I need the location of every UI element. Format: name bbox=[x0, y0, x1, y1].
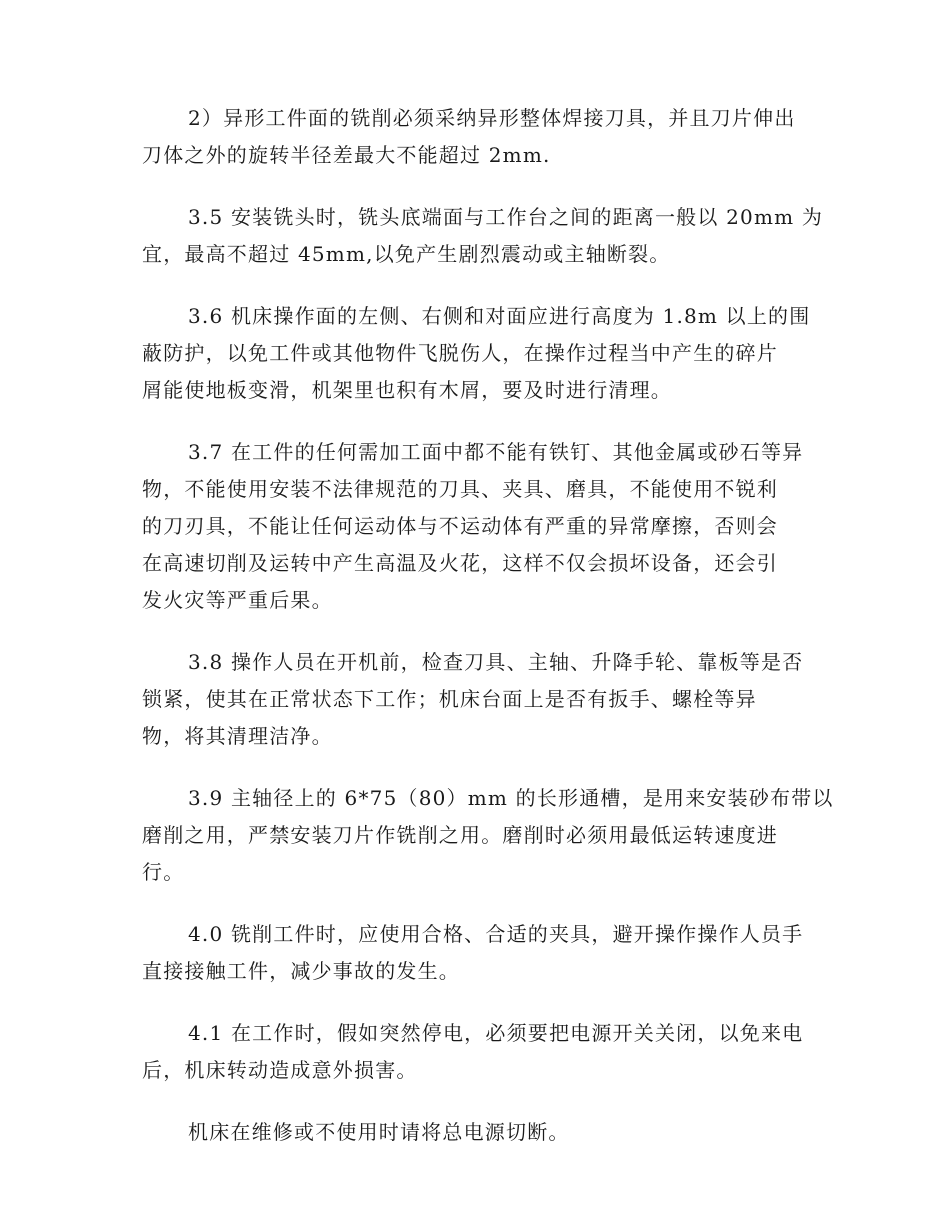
paragraph bbox=[142, 434, 810, 619]
paragraph-line: 刀体之外的旋转半径差最大不能超过 2mm. bbox=[142, 143, 551, 167]
paragraph-line: 物，不能使用安装不法律规范的刀具、夹具、磨具，不能使用不锐利 bbox=[142, 477, 778, 501]
paragraph-line: 锁紧，使其在正常状态下工作；机床台面上是否有扳手、螺栓等异 bbox=[142, 687, 757, 711]
paragraph bbox=[142, 916, 810, 990]
paragraph-line: 在高速切削及运转中产生高温及火花，这样不仅会损坏设备，还会引 bbox=[142, 551, 778, 575]
paragraph-line: 3.7 在工件的任何需加工面中都不能有铁钉、其他金属或砂石等异 bbox=[188, 440, 804, 464]
paragraph bbox=[142, 100, 810, 174]
paragraph bbox=[142, 298, 810, 409]
paragraph-line: 的刀刃具，不能让任何运动体与不运动体有严重的异常摩擦，否则会 bbox=[142, 514, 778, 538]
paragraph-line: 4.0 铣削工件时，应使用合格、合适的夹具，避开操作操作人员手 bbox=[188, 922, 804, 946]
paragraph-line: 3.9 主轴径上的 6*75（80）mm 的长形通槽，是用来安装砂布带以 bbox=[188, 786, 834, 810]
paragraph-line: 宜，最高不超过 45mm,以免产生剧烈震动或主轴断裂。 bbox=[142, 242, 671, 266]
paragraph-line: 屑能使地板变滑，机架里也积有木屑，要及时进行清理。 bbox=[142, 378, 672, 402]
paragraph-line: 后，机床转动造成意外损害。 bbox=[142, 1058, 418, 1082]
paragraph-line: 物，将其清理洁净。 bbox=[142, 724, 333, 748]
paragraph bbox=[142, 780, 834, 891]
paragraph bbox=[142, 1114, 810, 1151]
paragraph bbox=[142, 199, 824, 273]
paragraph-line: 3.5 安装铣头时，铣头底端面与工作台之间的距离一般以 20mm 为 bbox=[188, 205, 824, 229]
paragraph-line: 机床在维修或不使用时请将总电源切断。 bbox=[188, 1120, 570, 1144]
document-body bbox=[142, 100, 834, 1176]
paragraph-line: 蔽防护，以免工件或其他物件飞脱伤人，在操作过程当中产生的碎片 bbox=[142, 341, 778, 365]
paragraph-line: 3.6 机床操作面的左侧、右侧和对面应进行高度为 1.8m 以上的围 bbox=[188, 304, 811, 328]
paragraph-line: 4.1 在工作时，假如突然停电，必须要把电源开关关闭，以免来电 bbox=[188, 1021, 804, 1045]
paragraph-line: 行。 bbox=[142, 860, 185, 884]
paragraph-line: 2）异形工件面的铣削必须采纳异形整体焊接刀具，并且刀片伸出 bbox=[188, 106, 796, 130]
paragraph bbox=[142, 644, 810, 755]
paragraph bbox=[142, 1015, 810, 1089]
paragraph-line: 3.8 操作人员在开机前，检查刀具、主轴、升降手轮、靠板等是否 bbox=[188, 650, 804, 674]
paragraph-line: 直接接触工件，减少事故的发生。 bbox=[142, 959, 460, 983]
paragraph-line: 磨削之用，严禁安装刀片作铣削之用。磨削时必须用最低运转速度进 bbox=[142, 823, 778, 847]
paragraph-line: 发火灾等严重后果。 bbox=[142, 588, 333, 612]
